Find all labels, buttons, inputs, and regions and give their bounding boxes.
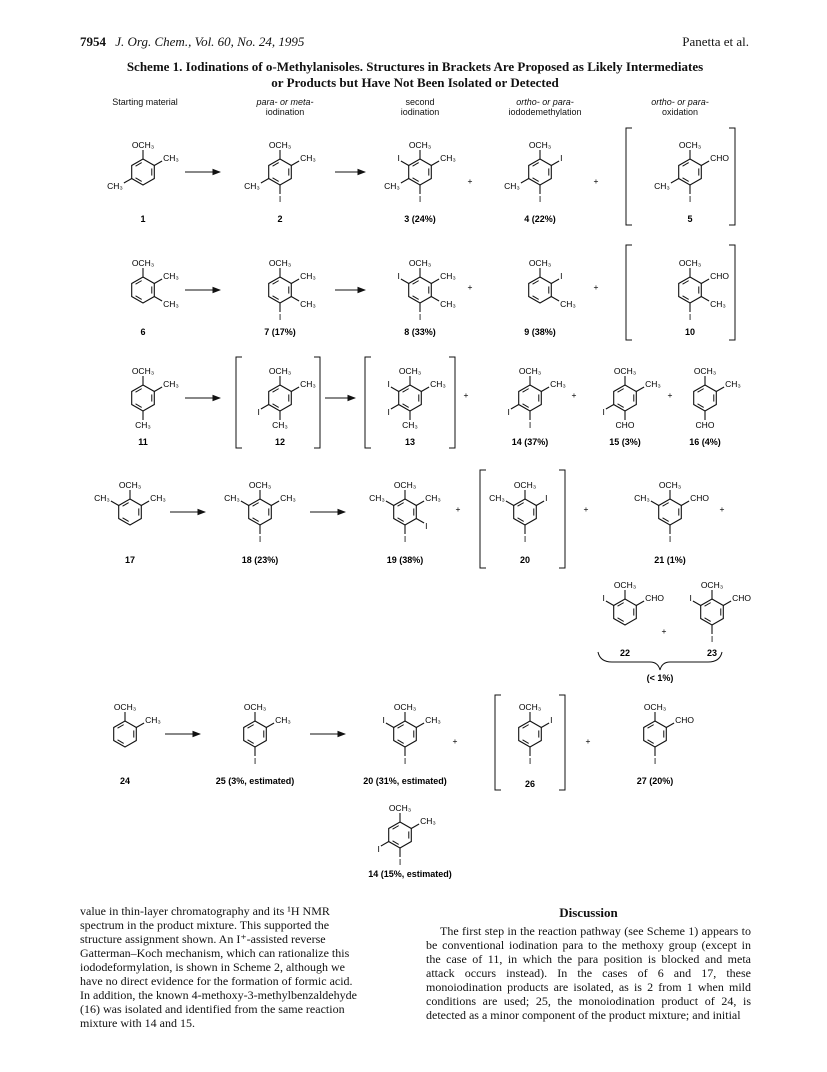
methyl-label: CH₃ bbox=[145, 715, 161, 725]
methyl-label: CH₃ bbox=[504, 181, 520, 191]
authors: Panetta et al. bbox=[682, 34, 749, 49]
substituent-bond bbox=[386, 723, 394, 728]
benzene-ring bbox=[249, 499, 272, 525]
plus-sign: + bbox=[593, 282, 599, 292]
substituent-bond bbox=[124, 179, 132, 184]
compound-label: 17 bbox=[124, 555, 136, 565]
methoxy-label: OCH₃ bbox=[408, 258, 432, 268]
compound-label: 13 bbox=[404, 437, 416, 447]
substituent-bond bbox=[536, 501, 544, 506]
substituent-bond bbox=[636, 387, 644, 392]
iodo-label: I bbox=[403, 756, 407, 766]
substituent-bond bbox=[381, 842, 389, 847]
methoxy-label: OCH₃ bbox=[693, 366, 717, 376]
benzene-ring bbox=[529, 277, 552, 303]
iodo-label: I bbox=[278, 194, 282, 204]
methyl-label: CH₃ bbox=[163, 379, 179, 389]
bracket-right bbox=[559, 470, 565, 568]
substituent-bond bbox=[511, 405, 519, 410]
iodo-label: I bbox=[398, 857, 402, 867]
formyl-label: CHO bbox=[690, 493, 709, 503]
formyl-label: CHO bbox=[710, 153, 729, 163]
caption-line-1: Scheme 1. Iodinations of o-Methylanisoles. Structures in Brackets Are Proposed as Likely Intermediates bbox=[126, 59, 704, 74]
methoxy-label: OCH₃ bbox=[388, 803, 412, 813]
formyl-label: CHO bbox=[710, 271, 729, 281]
methoxy-label: OCH₃ bbox=[518, 366, 542, 376]
substituent-bond bbox=[701, 161, 709, 166]
methyl-label: CH₃ bbox=[384, 181, 400, 191]
column-header-oxidation: ortho- or para- oxidation bbox=[651, 97, 709, 117]
methoxy-label: OCH₃ bbox=[118, 480, 142, 490]
bracket-left bbox=[236, 357, 242, 448]
iodo-label: I bbox=[668, 534, 672, 544]
left-column-text bbox=[80, 904, 405, 1030]
text-line: spectrum in the product mixture. This supported the bbox=[80, 918, 330, 932]
substituent-bond bbox=[111, 501, 119, 506]
iodo-label: I bbox=[550, 715, 553, 725]
text-line: (16) was isolated and identified from the same reaction bbox=[80, 1002, 345, 1016]
iodo-label: I bbox=[418, 312, 422, 322]
iodo-label: I bbox=[560, 271, 563, 281]
methyl-label: CH₃ bbox=[224, 493, 240, 503]
formyl-label: CHO bbox=[695, 420, 715, 430]
iodo-label: I bbox=[602, 593, 605, 603]
benzene-ring bbox=[614, 385, 637, 411]
methoxy-label: OCH₃ bbox=[113, 702, 137, 712]
substituent-bond bbox=[136, 723, 144, 728]
substituent-bond bbox=[391, 405, 399, 410]
text-line: In addition, the known 4-methoxy-3-methylbenzaldehyde bbox=[80, 988, 357, 1002]
benzene-ring bbox=[614, 599, 637, 625]
compound-label: 6 bbox=[140, 327, 146, 337]
formyl-label: CHO bbox=[615, 420, 635, 430]
substituent-bond bbox=[606, 601, 614, 606]
methyl-label: CH₃ bbox=[420, 816, 436, 826]
benzene-ring bbox=[394, 499, 417, 525]
substituent-bond bbox=[391, 387, 399, 392]
methyl-label: CH₃ bbox=[163, 299, 179, 309]
text-line: iododeformylation, is shown in Scheme 2, although we bbox=[80, 960, 345, 974]
iodo-label: I bbox=[560, 153, 563, 163]
methoxy-label: OCH₃ bbox=[131, 366, 155, 376]
compound-label: 14 (37%) bbox=[511, 437, 549, 447]
substituent-bond bbox=[521, 179, 529, 184]
methyl-label: CH₃ bbox=[300, 271, 316, 281]
benzene-ring bbox=[132, 277, 155, 303]
bracket-right bbox=[729, 128, 735, 225]
benzene-ring bbox=[679, 159, 702, 185]
methyl-label: CH₃ bbox=[300, 153, 316, 163]
benzene-ring bbox=[394, 721, 417, 747]
column-header-iodination: para- or meta- iodination bbox=[256, 97, 314, 117]
iodo-label: I bbox=[653, 756, 657, 766]
iodo-label: I bbox=[710, 634, 714, 644]
substituent-bond bbox=[606, 405, 614, 410]
compound-label: 20 (31%, estimated) bbox=[363, 776, 447, 786]
methoxy-label: OCH₃ bbox=[518, 702, 542, 712]
iodo-label: I bbox=[538, 194, 542, 204]
bracket-left bbox=[495, 695, 501, 790]
substituent-bond bbox=[416, 519, 424, 524]
iodo-label: I bbox=[528, 420, 532, 430]
compound-label: 10 bbox=[684, 327, 696, 337]
substituent-bond bbox=[431, 279, 439, 284]
benzene-ring bbox=[269, 159, 292, 185]
benzene-ring bbox=[679, 277, 702, 303]
substituent-bond bbox=[291, 161, 299, 166]
substituent-bond bbox=[291, 297, 299, 302]
compound-label: 14 (15%, estimated) bbox=[368, 869, 452, 879]
substituent-bond bbox=[386, 501, 394, 506]
methyl-label: CH₃ bbox=[550, 379, 566, 389]
benzene-ring bbox=[409, 277, 432, 303]
plus-sign: + bbox=[463, 390, 469, 400]
methoxy-label: OCH₃ bbox=[658, 480, 682, 490]
benzene-ring bbox=[701, 599, 724, 625]
substituent-bond bbox=[636, 601, 644, 606]
substituent-bond bbox=[431, 161, 439, 166]
methoxy-label: OCH₃ bbox=[243, 702, 267, 712]
bracket-left bbox=[365, 357, 371, 448]
bracket-left bbox=[626, 128, 632, 225]
substituent-bond bbox=[541, 387, 549, 392]
bracket-right bbox=[559, 695, 565, 790]
methyl-label: CH₃ bbox=[710, 299, 726, 309]
compound-label: 4 (22%) bbox=[524, 214, 556, 224]
methoxy-label: OCH₃ bbox=[131, 258, 155, 268]
benzene-ring bbox=[244, 721, 267, 747]
methyl-label: CH₃ bbox=[272, 420, 288, 430]
substituent-bond bbox=[551, 161, 559, 166]
methyl-label: CH₃ bbox=[135, 420, 151, 430]
iodo-label: I bbox=[258, 534, 262, 544]
methoxy-label: OCH₃ bbox=[398, 366, 422, 376]
benzene-ring bbox=[119, 499, 142, 525]
substituent-bond bbox=[551, 279, 559, 284]
methyl-label: CH₃ bbox=[94, 493, 110, 503]
substituent-bond bbox=[431, 297, 439, 302]
compound-label: (< 1%) bbox=[646, 673, 674, 683]
compound-label: 5 bbox=[687, 214, 693, 224]
iodo-label: I bbox=[382, 715, 385, 725]
plus-sign: + bbox=[667, 390, 673, 400]
iodo-label: I bbox=[528, 756, 532, 766]
methyl-label: CH₃ bbox=[645, 379, 661, 389]
substituent-bond bbox=[261, 179, 269, 184]
methyl-label: CH₃ bbox=[163, 153, 179, 163]
methoxy-label: OCH₃ bbox=[513, 480, 537, 490]
benzene-ring bbox=[514, 499, 537, 525]
compound-label: 2 bbox=[277, 214, 283, 224]
compound-label: 21 (1%) bbox=[654, 555, 686, 565]
methyl-label: CH₃ bbox=[244, 181, 260, 191]
bracket-right bbox=[449, 357, 455, 448]
compound-label: 12 bbox=[274, 437, 286, 447]
substituent-bond bbox=[701, 279, 709, 284]
methoxy-label: OCH₃ bbox=[393, 702, 417, 712]
substituent-bond bbox=[154, 161, 162, 166]
methyl-label: CH₃ bbox=[560, 299, 576, 309]
benzene-ring bbox=[132, 385, 155, 411]
iodo-label: I bbox=[387, 379, 390, 389]
methyl-label: CH₃ bbox=[654, 181, 670, 191]
compound-label: 24 bbox=[119, 776, 131, 786]
text-line: have no direct evidence for the formation of formic acid. bbox=[80, 974, 353, 988]
substituent-bond bbox=[401, 161, 409, 166]
substituent-bond bbox=[141, 501, 149, 506]
methoxy-label: OCH₃ bbox=[528, 258, 552, 268]
column-header-second-iodination: second iodination bbox=[400, 97, 440, 117]
bracket-right bbox=[729, 245, 735, 340]
bracket-left bbox=[480, 470, 486, 568]
plus-sign: + bbox=[571, 390, 577, 400]
methyl-label: CH₃ bbox=[402, 420, 418, 430]
substituent-bond bbox=[416, 723, 424, 728]
methyl-label: CH₃ bbox=[369, 493, 385, 503]
iodo-label: I bbox=[403, 534, 407, 544]
compound-label: 15 (3%) bbox=[609, 437, 641, 447]
substituent-bond bbox=[401, 179, 409, 184]
column-header-iododemethylation: ortho- or para- iododemethylation bbox=[508, 97, 582, 117]
methyl-label: CH₃ bbox=[440, 153, 456, 163]
benzene-ring bbox=[529, 159, 552, 185]
iodo-label: I bbox=[278, 312, 282, 322]
compound-label: 26 bbox=[524, 779, 536, 789]
iodo-label: I bbox=[397, 271, 400, 281]
plus-sign: + bbox=[593, 176, 599, 186]
substituent-bond bbox=[154, 279, 162, 284]
methoxy-label: OCH₃ bbox=[613, 366, 637, 376]
substituent-bond bbox=[291, 279, 299, 284]
methoxy-label: OCH₃ bbox=[248, 480, 272, 490]
benzene-ring bbox=[132, 159, 155, 185]
benzene-ring bbox=[269, 277, 292, 303]
substituent-bond bbox=[411, 824, 419, 829]
benzene-ring bbox=[519, 721, 542, 747]
substituent-bond bbox=[651, 501, 659, 506]
iodo-label: I bbox=[545, 493, 548, 503]
iodo-label: I bbox=[507, 407, 510, 417]
methyl-label: CH₃ bbox=[425, 715, 441, 725]
methyl-label: CH₃ bbox=[425, 493, 441, 503]
benzene-ring bbox=[519, 385, 542, 411]
substituent-bond bbox=[681, 501, 689, 506]
discussion-heading: Discussion bbox=[559, 905, 618, 920]
substituent-bond bbox=[671, 179, 679, 184]
plus-sign: + bbox=[467, 176, 473, 186]
bracket-left bbox=[626, 245, 632, 340]
compound-label: 18 (23%) bbox=[241, 555, 279, 565]
formyl-label: CHO bbox=[645, 593, 664, 603]
substituent-bond bbox=[261, 405, 269, 410]
methyl-label: CH₃ bbox=[440, 271, 456, 281]
iodo-label: I bbox=[688, 312, 692, 322]
methyl-label: CH₃ bbox=[440, 299, 456, 309]
plus-sign: + bbox=[661, 626, 667, 636]
iodo-label: I bbox=[257, 407, 260, 417]
iodo-label: I bbox=[418, 194, 422, 204]
iodo-label: I bbox=[377, 844, 380, 854]
iodo-label: I bbox=[387, 407, 390, 417]
benzene-ring bbox=[269, 385, 292, 411]
compound-label: 8 (33%) bbox=[404, 327, 436, 337]
plus-sign: + bbox=[585, 736, 591, 746]
methyl-label: CH₃ bbox=[634, 493, 650, 503]
text-line: value in thin-layer chromatography and its ¹H NMR bbox=[80, 904, 330, 918]
compound-label: 19 (38%) bbox=[386, 555, 424, 565]
benzene-ring bbox=[114, 721, 137, 747]
journal-citation: J. Org. Chem., Vol. 60, No. 24, 1995 bbox=[115, 34, 305, 49]
formyl-label: CHO bbox=[732, 593, 751, 603]
iodo-label: I bbox=[523, 534, 527, 544]
methyl-label: CH₃ bbox=[275, 715, 291, 725]
iodo-label: I bbox=[425, 521, 428, 531]
compound-label: 3 (24%) bbox=[404, 214, 436, 224]
substituent-bond bbox=[416, 501, 424, 506]
compound-label: 22 bbox=[619, 648, 631, 658]
methoxy-label: OCH₃ bbox=[131, 140, 155, 150]
formyl-label: CHO bbox=[675, 715, 694, 725]
substituent-bond bbox=[291, 387, 299, 392]
benzene-ring bbox=[409, 159, 432, 185]
text-line: mixture with 14 and 15. bbox=[80, 1016, 195, 1030]
methyl-label: CH₃ bbox=[430, 379, 446, 389]
substituent-bond bbox=[716, 387, 724, 392]
compound-label: 11 bbox=[138, 437, 148, 447]
plus-sign: + bbox=[467, 282, 473, 292]
methoxy-label: OCH₃ bbox=[700, 580, 724, 590]
iodo-label: I bbox=[253, 756, 257, 766]
substituent-bond bbox=[506, 501, 514, 506]
substituent-bond bbox=[693, 601, 701, 606]
iodo-label: I bbox=[397, 153, 400, 163]
methoxy-label: OCH₃ bbox=[268, 366, 292, 376]
benzene-ring bbox=[399, 385, 422, 411]
methyl-label: CH₃ bbox=[489, 493, 505, 503]
discussion-text: The first step in the reaction pathway (see Scheme 1) appears to be conventional iodination para to the methoxy group (except in the case of 11, in which the para position is blocked and meta attack occurs instead). In the cases of 6 and 17, these monoiodination products are isolated, as is 2 from 1 when mild conditions are used; 25, the monoiodination product of 24, is detected as a minor component of the product mixture; and initial bbox=[426, 924, 751, 1022]
text-line: structure assignment shown. An I⁺-assisted reverse bbox=[80, 932, 326, 946]
substituent-bond bbox=[271, 501, 279, 506]
methyl-label: CH₃ bbox=[300, 379, 316, 389]
bracket-right bbox=[314, 357, 320, 448]
compound-label: 23 bbox=[706, 648, 718, 658]
methyl-label: CH₃ bbox=[163, 271, 179, 281]
caption-line-2: or Products but Have Not Been Isolated or Detected bbox=[271, 75, 559, 90]
benzene-ring bbox=[389, 822, 412, 848]
substituent-bond bbox=[421, 387, 429, 392]
methoxy-label: OCH₃ bbox=[613, 580, 637, 590]
substituent-bond bbox=[266, 723, 274, 728]
substituent-bond bbox=[154, 387, 162, 392]
plus-sign: + bbox=[452, 736, 458, 746]
compound-label: 1 bbox=[140, 214, 146, 224]
substituent-bond bbox=[154, 297, 162, 302]
substituent-bond bbox=[401, 279, 409, 284]
compound-label: 9 (38%) bbox=[524, 327, 556, 337]
plus-sign: + bbox=[455, 504, 461, 514]
methyl-label: CH₃ bbox=[280, 493, 296, 503]
iodo-label: I bbox=[602, 407, 605, 417]
benzene-ring bbox=[694, 385, 717, 411]
iodo-label: I bbox=[688, 194, 692, 204]
compound-label: 16 (4%) bbox=[689, 437, 721, 447]
page-number: 7954 bbox=[80, 34, 106, 49]
substituent-bond bbox=[551, 297, 559, 302]
methoxy-label: OCH₃ bbox=[643, 702, 667, 712]
methoxy-label: OCH₃ bbox=[268, 258, 292, 268]
methyl-label: CH₃ bbox=[150, 493, 166, 503]
benzene-ring bbox=[644, 721, 667, 747]
methoxy-label: OCH₃ bbox=[408, 140, 432, 150]
plus-sign: + bbox=[583, 504, 589, 514]
compound-label: 27 (20%) bbox=[636, 776, 674, 786]
methoxy-label: OCH₃ bbox=[678, 258, 702, 268]
plus-sign: + bbox=[719, 504, 725, 514]
methyl-label: CH₃ bbox=[725, 379, 741, 389]
compound-label: 20 bbox=[519, 555, 531, 565]
compound-label: 7 (17%) bbox=[264, 327, 296, 337]
substituent-bond bbox=[723, 601, 731, 606]
benzene-ring bbox=[659, 499, 682, 525]
iodo-label: I bbox=[689, 593, 692, 603]
methyl-label: CH₃ bbox=[107, 181, 123, 191]
methyl-label: CH₃ bbox=[300, 299, 316, 309]
substituent-bond bbox=[541, 723, 549, 728]
substituent-bond bbox=[701, 297, 709, 302]
substituent-bond bbox=[241, 501, 249, 506]
text-line: Gatterman–Koch mechanism, which can rationalize this bbox=[80, 946, 350, 960]
column-header-starting-material: Starting material bbox=[112, 97, 178, 107]
compound-label: 25 (3%, estimated) bbox=[215, 776, 295, 786]
methoxy-label: OCH₃ bbox=[528, 140, 552, 150]
substituent-bond bbox=[666, 723, 674, 728]
brace bbox=[598, 652, 722, 670]
methoxy-label: OCH₃ bbox=[268, 140, 292, 150]
methoxy-label: OCH₃ bbox=[678, 140, 702, 150]
methoxy-label: OCH₃ bbox=[393, 480, 417, 490]
